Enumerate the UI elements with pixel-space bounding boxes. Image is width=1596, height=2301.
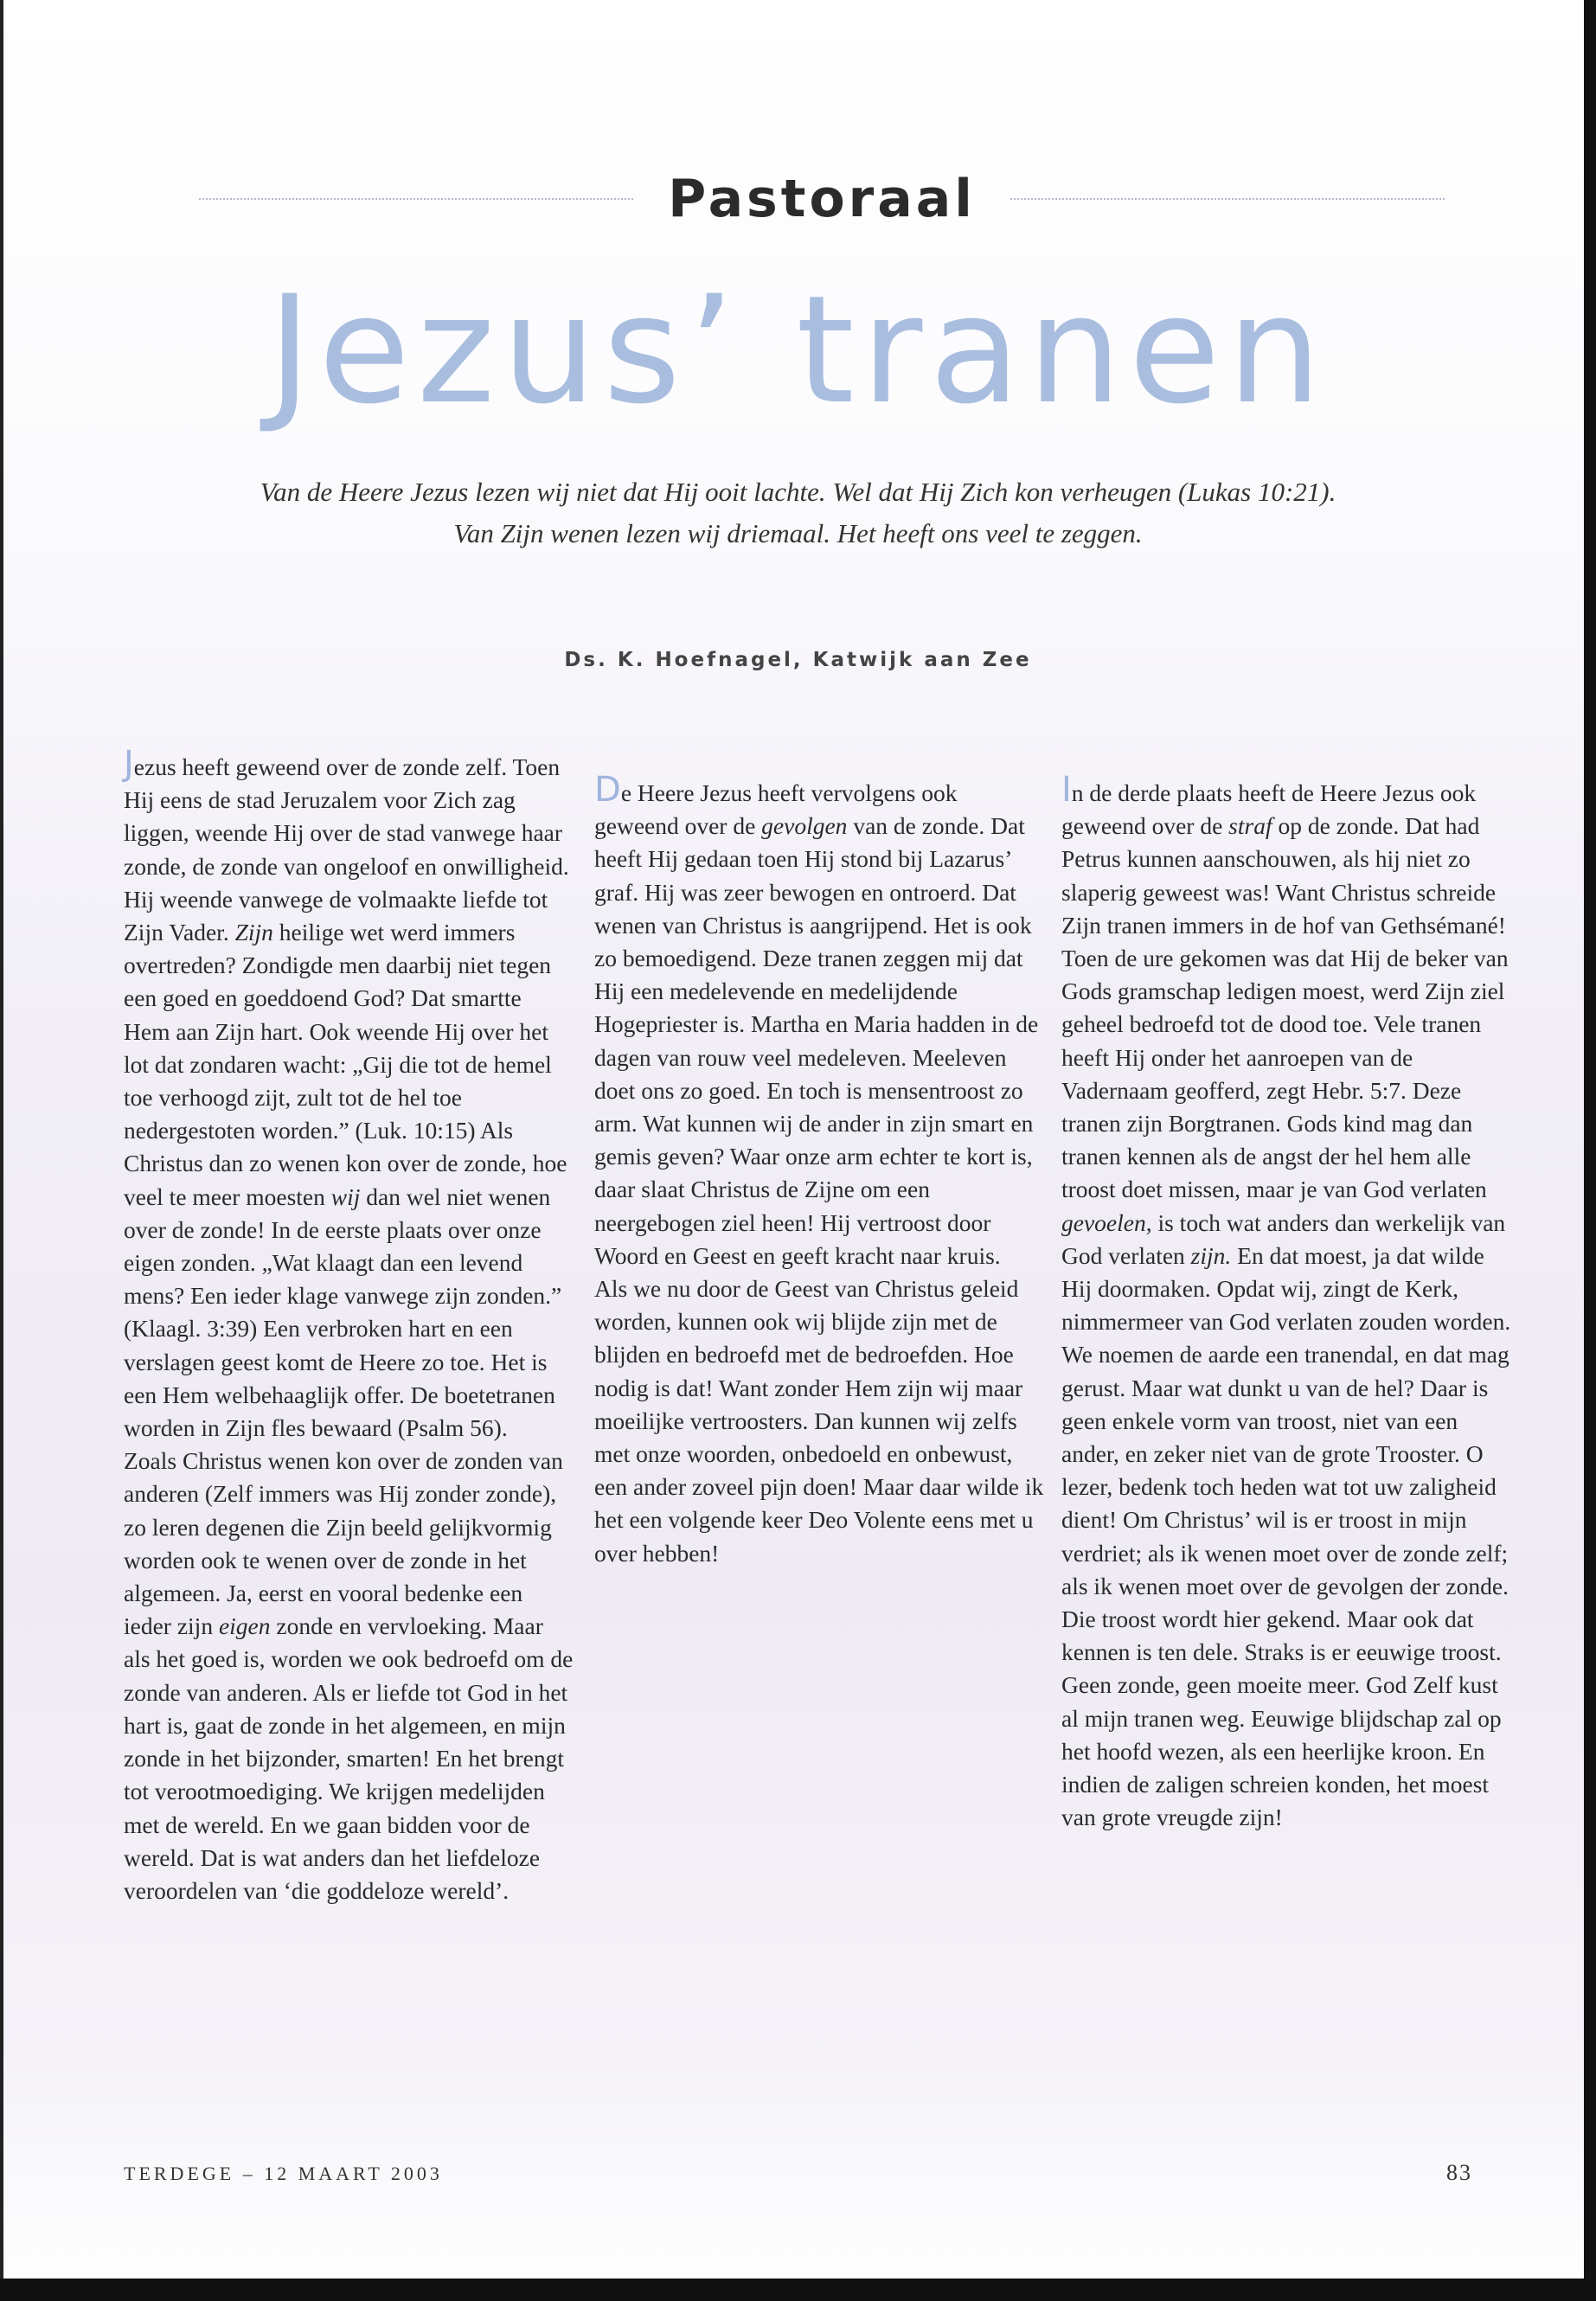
text-column-2 [594, 751, 1044, 1570]
paragraph [594, 1272, 1044, 1570]
article-intro [138, 471, 1458, 554]
paragraph [1061, 1338, 1511, 1834]
paragraph-text: Zoals Christus wenen kon over de zonden van anderen (Zelf immers was Hij zonder zonde), zo leren degenen die Zijn beeld gelijkvormig worden ook te wenen over de zonde in het algemeen. Ja, eerst en vooral bedenke een ieder zijn [124, 1447, 563, 1640]
article-title: Jezus’ tranen [267, 263, 1329, 437]
emphasis: straf [1228, 812, 1272, 840]
initial-letter: J [124, 744, 134, 784]
paragraph-text: n de derde plaats heeft de Heere Jezus ook geweend over de [1061, 779, 1477, 840]
emphasis: wij [330, 1183, 361, 1210]
publication-footer: TERDEGE – 12 MAART 2003 [124, 2163, 443, 2184]
paragraph-text: zonde en vervloeking. Maar als het goed is, worden we ook bedroefd om de zonde van anderen. Als er liefde tot God in het hart is, gaat de zonde in het algemeen, en mijn zonde in het bijzonder, smarten! En het brengt tot verootmoediging. We krijgen medelijden met de wereld. En we gaan bidden voor de wereld. Dat is wat anders dan het liefdeloze veroordelen van ‘die goddeloze wereld’. [124, 1612, 574, 1904]
paragraph-text: Als we nu door de Geest van Christus geleid worden, kunnen ook wij blijde zijn met de blijden en bedroefd met de bedroefden. Hoe nodig is dat! Want zonder Hem zijn wij maar moeilijke vertroosters. Dan kunnen wij zelfs met onze woorden, onbedoeld en onbewust, een ander zoveel pijn doen! Maar daar wilde ik het een volgende keer Deo Volente eens met u over hebben! [594, 1275, 1044, 1567]
page-number: 83 [1446, 2160, 1472, 2185]
paragraph [594, 770, 1044, 1272]
paragraph-text: is toch wat anders dan werkelijk van God verlaten [1061, 1208, 1506, 1269]
paragraph-text: van de zonde. Dat heeft Hij gedaan toen Hij stond bij Lazarus’ graf. Hij was zeer bewogen en ontroerd. Dat wenen van Christus is aangrijpend. Het is ook zo bemoedigend. Deze tranen zeggen mij dat Hij een medelevende en medelijdende Hogepriester is. Martha en Maria hadden in de dagen van rouw veel medeleven. Meeleven doet ons zo goed. En toch is mensentroost zo arm. Wat kunnen wij de ander in zijn smart en gemis geven? Waar onze arm echter te kort is, daar slaat Christus de Zijne om een neergebogen ziel heen! Hij vertroost door Woord en Geest en geeft kracht naar kruis. [594, 812, 1039, 1269]
dotted-rule-right [1010, 198, 1445, 200]
intro-line: Van Zijn wenen lezen wij driemaal. Het heeft ons veel te zeggen. [453, 518, 1143, 548]
emphasis: zijn. [1190, 1241, 1232, 1269]
paragraph [124, 744, 574, 1445]
emphasis: gevoelen, [1061, 1208, 1152, 1236]
section-label: Pastoraal [668, 169, 976, 229]
paragraph-text: En dat moest, ja dat wilde Hij doormaken. Opdat wij, zingt de Kerk, nimmermeer van God verlaten zouden worden. [1061, 1241, 1511, 1336]
paragraph-text: We noemen de aarde een tranendal, en dat mag gerust. Maar wat dunkt u van de hel? Daar is geen enkele vorm van troost, niet van een ander, en zeker niet van de grote Trooster. O lezer, bedenk toch heden wat tot uw zaligheid dient! Om Christus’ wil is er troost in mijn verdriet; als ik wenen moet over de zonde zelf; als ik wenen moet over de gevolgen der zonde. Die troost wordt hier gekend. Maar ook dat kennen is ten dele. Straks is er eeuwige troost. Geen zonde, geen moeite meer. God Zelf kust al mijn tranen weg. Eeuwige blijdschap zal op het hoofd wezen, als een heerlijke kroon. En indien de zaligen schreien konden, het moest van grote vreugde zijn! [1061, 1341, 1509, 1831]
paragraph [124, 1445, 574, 1907]
paragraph-text: ezus heeft geweend over de zonde zelf. Toen Hij eens de stad Jeruzalem voor Zich zag liggen, weende Hij over de stad vanwege haar zonde, de zonde van ongeloof en onwilligheid. Hij weende vanwege de volmaakte liefde tot Zijn Vader. [124, 753, 569, 946]
author-byline: Ds. K. Hoefnagel, Katwijk aan Zee [564, 649, 1032, 671]
text-column-3 [1061, 751, 1511, 1835]
section-header [164, 164, 1479, 234]
paragraph-text: dan wel niet wenen over de zonde! In de eerste plaats over onze eigen zonden. „Wat klaagt dan een levend mens? Een ieder klage vanwege zijn zonden.” (Klaagl. 3:39) Een verbroken hart en een verslagen geest komt de Heere zo toe. Het is een Hem welbehaaglijk offer. De boetetranen worden in Zijn fles bewaard (Psalm 56). [124, 1183, 562, 1442]
initial-letter: D [594, 770, 621, 810]
emphasis: eigen [218, 1612, 271, 1640]
dotted-rule-left [199, 198, 633, 200]
scan-edge-bottom [0, 2279, 1596, 2301]
text-column-1 [124, 744, 574, 1907]
emphasis: gevolgen [761, 812, 848, 840]
paragraph-text: heilige wet werd immers overtreden? Zondigde men daarbij niet tegen een goed en goeddoend God? Dat smartte Hem aan Zijn hart. Ook weende Hij over het lot dat zondaren wacht: „Gij die tot de hemel toe verhoogd zijt, zult tot de hel toe nedergestoten worden.” (Luk. 10:15) Als Christus dan zo wenen kon over de zonde, hoe veel te meer moesten [124, 919, 567, 1210]
paragraph [1061, 770, 1511, 1338]
initial-letter: I [1061, 770, 1072, 810]
intro-line: Van de Heere Jezus lezen wij niet dat Hij ooit lachte. Wel dat Hij Zich kon verheugen (Lukas 10:21). [260, 477, 1336, 507]
paragraph-text: op de zonde. Dat had Petrus kunnen aanschouwen, als hij niet zo slaperig geweest was! Want Christus schreide Zijn tranen immers in de hof van Gethsémané! Toen de ure gekomen was dat Hij de beker van Gods gramschap ledigen moest, werd Zijn ziel geheel bedroefd tot de dood toe. Vele tranen heeft Hij onder het aanroepen van de Vadernaam geofferd, zegt Hebr. 5:7. Deze tranen zijn Borgtranen. Gods kind mag dan tranen kennen als de angst der hel hem alle troost doet missen, maar je van God verlaten [1061, 812, 1509, 1203]
paragraph-text: e Heere Jezus heeft vervolgens ook geweend over de [594, 779, 958, 840]
emphasis: Zijn [234, 919, 273, 946]
